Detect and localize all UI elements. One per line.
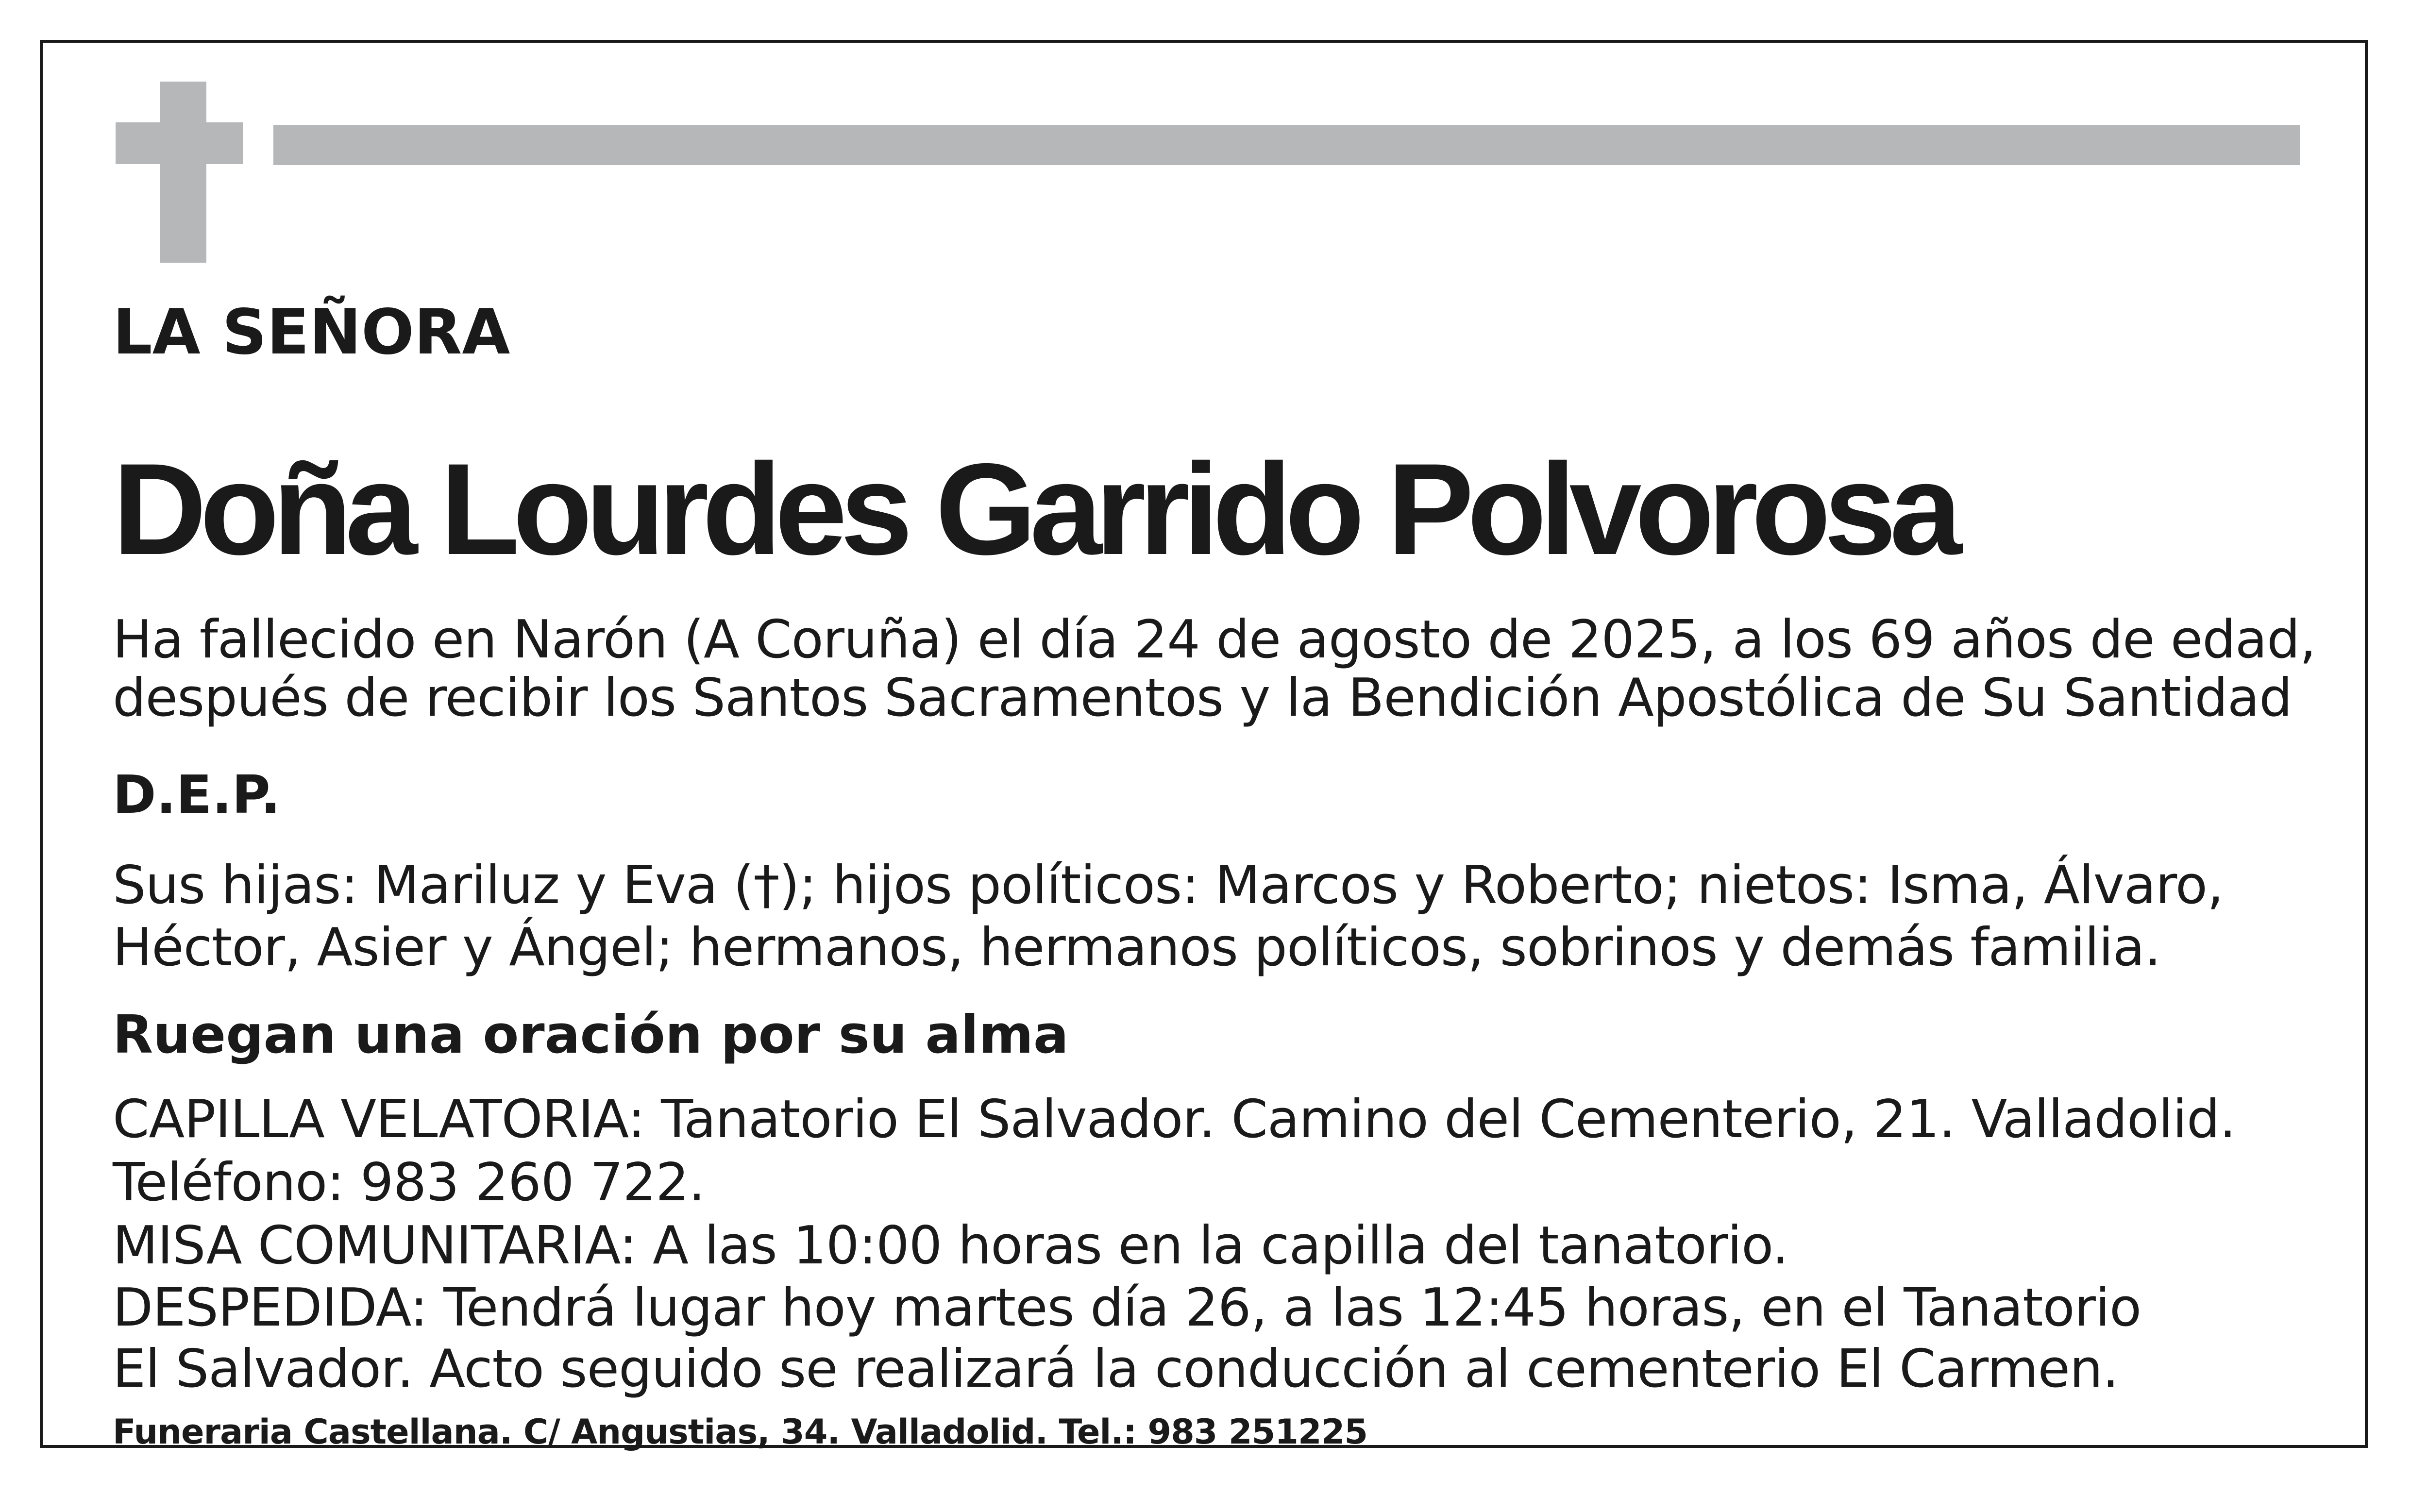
deceased-name: Doña Lourdes Garrido Polvorosa (113, 436, 1956, 582)
header-rule (273, 125, 2300, 165)
service-line-3: MISA COMUNITARIA: A las 10:00 horas en la capilla del tanatorio. (113, 1215, 1788, 1276)
service-line-1: CAPILLA VELATORIA: Tanatorio El Salvador. Camino del Cementerio, 21. Valladolid. (113, 1089, 2236, 1150)
service-line-2: Teléfono: 983 260 722. (113, 1152, 705, 1213)
prayer-request: Ruegan una oración por su alma (113, 1005, 1069, 1065)
funeral-home-footer: Funeraria Castellana. C/ Angustias, 34. Valladolid. Tel.: 983 251225 (113, 1412, 1368, 1452)
cross-icon (160, 82, 206, 263)
cross-icon-arm (116, 122, 243, 164)
service-line-4: DESPEDIDA: Tendrá lugar hoy martes día 26, a las 12:45 horas, en el Tanatorio (113, 1277, 2141, 1338)
family-line-1: Sus hijas: Mariluz y Eva (†); hijos políticos: Marcos y Roberto; nietos: Isma, Álvaro, (113, 855, 2224, 916)
honorific: LA SEÑORA (113, 296, 510, 369)
service-line-5: El Salvador. Acto seguido se realizará la conducción al cementerio El Carmen. (113, 1339, 2119, 1399)
death-line-1: Ha fallecido en Narón (A Coruña) el día 24 de agosto de 2025, a los 69 años de edad, (113, 609, 2316, 670)
death-line-2: después de recibir los Santos Sacramentos y la Bendición Apostólica de Su Santidad (113, 668, 2292, 728)
rip-text: D.E.P. (113, 765, 281, 825)
family-line-2: Héctor, Asier y Ángel; hermanos, hermanos políticos, sobrinos y demás familia. (113, 917, 2161, 978)
